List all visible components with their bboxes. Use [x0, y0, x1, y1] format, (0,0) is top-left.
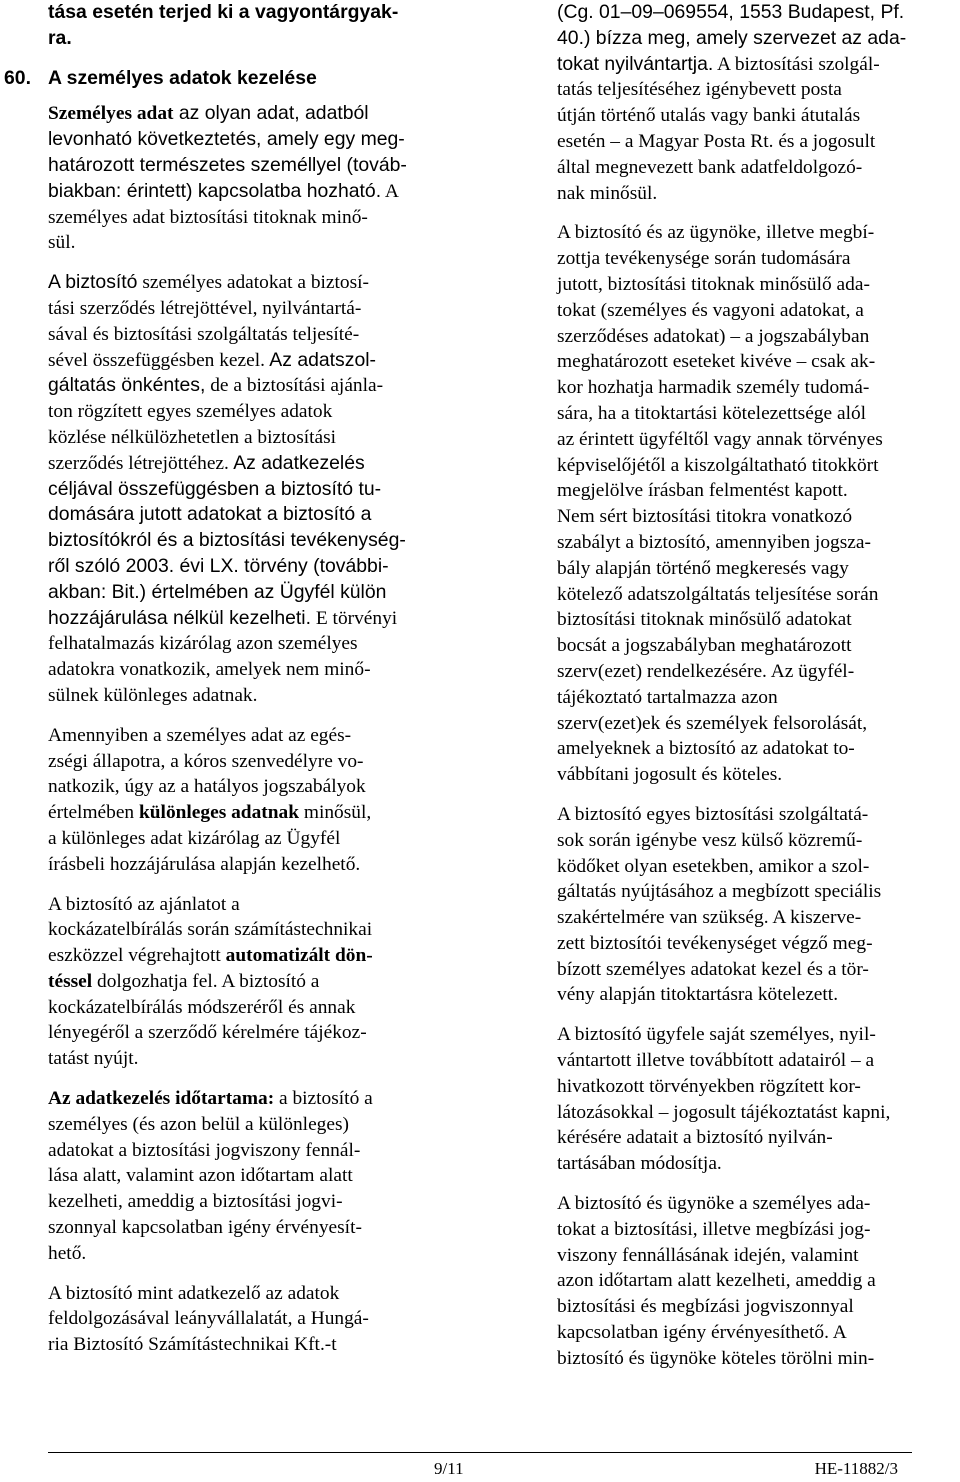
page-number: 9/11 — [434, 1459, 464, 1478]
document-id: HE-11882/3 — [814, 1459, 898, 1478]
paragraph-data-handling: A biztosító személyes adatokat a biztosí- tási szerződés létrejöttével, nyilvántartá- sával és biztosítási szolgáltatás teljesíté- sével összefüggésben kezel. Az adatszol- gáltatás önkéntes, de a biztosítási ajánla- ton rögzített egyes személyes adatok közlése nélkülözhetetlen a biztosítási szerződés létrejöttéhez. Az adatkezelés céljával összefüggésben a biztosító tu- domására jutott adatokat a biztosító a biztosítókról és a biztosítási tevékenység- ről szóló 2003. évi LX. törvény (további- akban: Bit.) értelmében az Ügyfél külön hozzájárulása nélkül kezelheti. E törvényi felhatalmazás kizárólag azon személyes adatokra vonatkozik, amelyek nem minő- sülnek különleges adatnak. — [48, 271, 406, 706]
paragraph-deletion: A biztosító és ügynöke a személyes ada- tokat a biztosítási, illetve megbízási jog- viszony fennállásának idején, valamint azon időtartam alatt kezelheti, ameddig a biztosítási és megbízási jogviszonnyal kapcsolatban igény érvényesíthető. A biztosító és ügynöke köteles törölni min- — [557, 1193, 876, 1369]
paragraph-processor-continued: (Cg. 01–09–069554, 1553 Budapest, Pf. 40.) bízza meg, amely szervezet az ada- tokat nyilvántartja. A biztosítási szolgál- tatás teljesítéséhez igénybevett posta útján történő utalás vagy banki átutalás esetén – a Magyar Posta Rt. és a jogosult által megnevezett bank adatfeldolgozó- nak minősül. — [557, 1, 907, 204]
left-column — [4, 0, 453, 1372]
section-heading — [4, 66, 453, 92]
heading-continuation: tása esetén terjed ki a vagyontárgyak- ra. — [48, 1, 399, 49]
section-number: 60. — [4, 66, 31, 89]
paragraph-outsourcing: A biztosító egyes biztosítási szolgáltatá- sok során igénybe vesz külső közremű- ködőket olyan esetekben, amikor a szol- gáltatás nyújtásához a megbízott speciális szakértelmére van szükség. A kiszerve- zett biztosítói tevékenységet végző meg- bízott személyes adatokat kezel és a tör- vény alapján titoktartásra kötelezett. — [557, 803, 882, 1006]
term-special-data: különleges adatnak — [138, 802, 300, 824]
term-automated-decision: automatizált dön- téssel — [48, 945, 373, 992]
paragraph-client-rights: A biztosító ügyfele saját személyes, nyil- vántartott illetve továbbított adatairól – a hivatkozott törvényekben rögzített kor- látozásokkal – jogosult tájékoztatást kapni, kérésére adatait a biztosító nyilván- tartásában módosítja. — [557, 1024, 891, 1175]
paragraph-special-data: Amennyiben a személyes adat az egés- zségi állapotra, a kóros szenvedélyre vo- natkozik, úgy az a hatályos jogszabályok értelmében különleges adatnak minősül, a különleges adat kizárólag az Ügyfél írásbeli hozzájárulása alapján kezelhető. — [48, 724, 372, 875]
footer-divider — [48, 1452, 912, 1453]
paragraph-personal-data: Személyes adat az olyan adat, adatból levonható következtetés, amely egy meg- határozott természetes személlyel (továb- biakban: érintett) kapcsolatba hozható. A személyes adat biztosítási titoknak minő- sül. — [48, 102, 407, 254]
section-title: A személyes adatok kezelése — [48, 66, 317, 89]
paragraph-automated-decision: A biztosító az ajánlatot a kockázatelbírálás során számítástechnikai eszközzel végrehajtott automatizált dön- téssel dolgozhatja fel. A biztosító a kockázatelbírálás módszeréről és annak lényegéről a szerződő kérelmére tájékoz- tatást nyújt. — [48, 893, 373, 1070]
right-column — [557, 0, 950, 1386]
term-personal-data: Személyes adat — [48, 103, 174, 125]
paragraph-retention-period: Az adatkezelés időtartama: a biztosító a személyes (és azon belül a különleges) adatokat a biztosítási jogviszony fennál- lása alatt, valamint azon időtartam alatt kezelheti, ameddig a biztosítási jogvi- szonnyal kapcsolatban igény érvényesít- hető. — [48, 1088, 373, 1264]
paragraph-data-processor: A biztosító mint adatkezelő az adatok feldolgozásával leányvállalatát, a Hungá- ria Biztosító Számítástechnikai Kft.-t — [48, 1282, 369, 1356]
term-retention-period: Az adatkezelés időtartama: — [48, 1088, 275, 1110]
paragraph-confidentiality: A biztosító és az ügynöke, illetve megbí- zottja tevékenysége során tudomására jutott, biztosítási titoknak minősülő ada- tokat (személyes és vagyoni adatokat, a szerződéses adatokat) – a jogszabályban meghatározott eseteket kivéve – csak ak- kor hozhatja harmadik személy tudomá- sára, ha a titoktartási kötelezettsége alól az érintett ügyféltől vagy annak törvényes képviselőjétől a kiszolgáltatható titokkört megjelölve írásban felmentést kapott. Nem sért biztosítási titokra vonatkozó szabályt a biztosító, amennyiben jogsza- bály alapján történő megkeresés vagy kötelező adatszolgáltatás teljesítése során biztosítási titoknak minősülő adatokat bocsát a jogszabályban meghatározott szerv(ezet) rendelkezésére. Az ügyfél- tájékoztató tartalmazza azon szerv(ezet)ek és személyek felsorolását, amelyeknek a biztosító az adatokat to- vábbítani jogosult és köteles. — [557, 222, 883, 786]
